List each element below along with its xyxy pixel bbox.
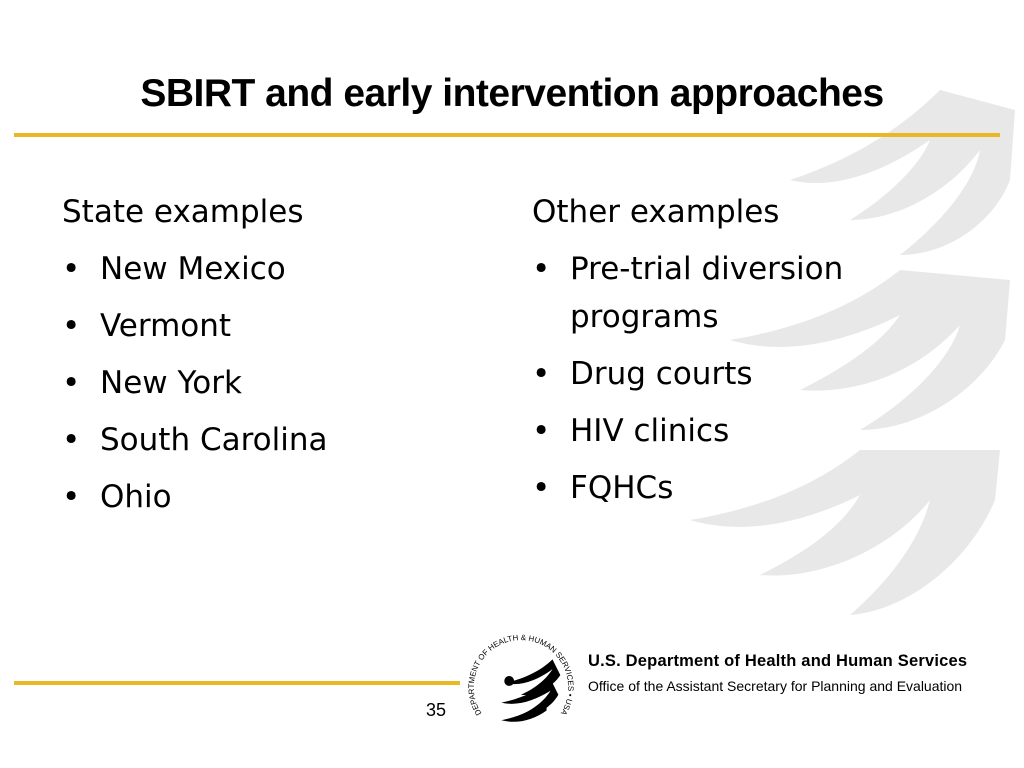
bullet-icon: • xyxy=(532,251,551,287)
bullet-icon: • xyxy=(62,479,81,515)
bullet-icon: • xyxy=(532,413,551,449)
page-number: 35 xyxy=(425,700,447,720)
bullet-icon: • xyxy=(62,365,81,401)
other-examples-heading: Other examples xyxy=(532,194,780,230)
state-examples-heading: State examples xyxy=(62,194,304,230)
list-item-label: Ohio xyxy=(100,479,172,515)
slide-title: SBIRT and early intervention approaches xyxy=(140,72,884,115)
list-item xyxy=(532,407,892,455)
list-item-label: Vermont xyxy=(100,308,232,344)
seal-text: DEPARTMENT OF HEALTH & HUMAN SERVICES • USA xyxy=(466,633,576,718)
other-examples-list xyxy=(532,245,892,512)
bullet-icon: • xyxy=(62,422,81,458)
bullet-icon: • xyxy=(62,251,81,287)
list-item-label: New Mexico xyxy=(100,251,286,287)
list-item xyxy=(62,416,482,464)
bullet-icon: • xyxy=(532,356,551,392)
list-item xyxy=(62,302,482,350)
bullet-icon: • xyxy=(62,308,81,344)
list-item xyxy=(532,350,892,398)
list-item xyxy=(532,245,892,341)
footer-divider xyxy=(14,681,460,685)
list-item xyxy=(62,473,482,521)
list-item-label: New York xyxy=(100,365,242,401)
department-name: U.S. Department of Health and Human Services xyxy=(588,652,968,670)
list-item xyxy=(532,464,892,512)
hhs-seal-icon xyxy=(462,620,580,738)
other-examples-column xyxy=(532,188,892,521)
list-item-label: FQHCs xyxy=(570,470,674,506)
list-item-label: Pre-trial diversion programs xyxy=(570,251,844,335)
office-name: Office of the Assistant Secretary for Planning and Evaluation xyxy=(588,678,963,694)
bullet-icon: • xyxy=(532,470,551,506)
list-item-label: Drug courts xyxy=(570,356,753,392)
list-item xyxy=(62,359,482,407)
list-item xyxy=(62,245,482,293)
list-item-label: HIV clinics xyxy=(570,413,730,449)
state-examples-list xyxy=(62,245,482,521)
title-divider xyxy=(14,133,1000,137)
list-item-label: South Carolina xyxy=(100,422,328,458)
state-examples-column xyxy=(62,188,482,530)
